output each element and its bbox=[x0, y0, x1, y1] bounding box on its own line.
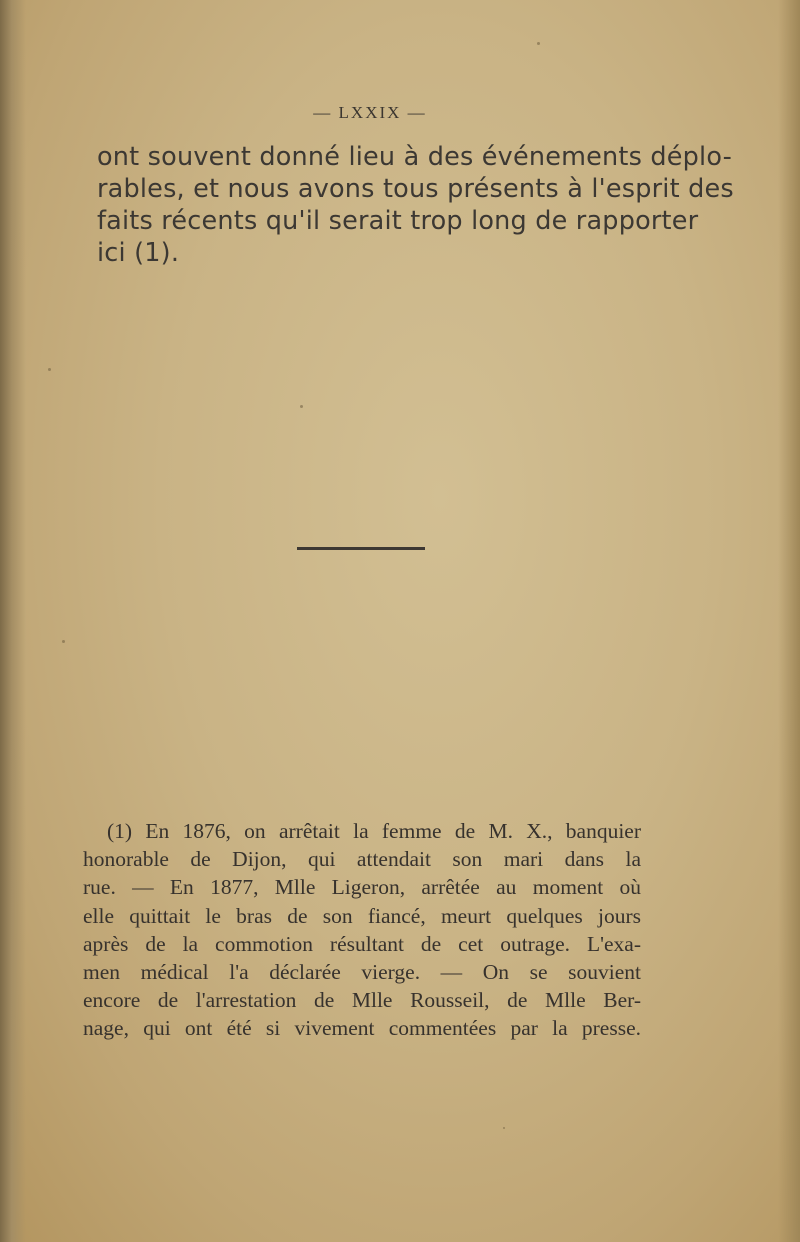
footnote-line: après de la commotion résultant de cet outrage. L'exa- bbox=[83, 931, 641, 956]
page-left-edge-shadow bbox=[0, 0, 26, 1242]
body-paragraph bbox=[97, 141, 734, 269]
body-line: ont souvent donné lieu à des événements déplo- bbox=[97, 142, 733, 172]
paper-speck bbox=[537, 42, 540, 45]
body-line: rables, et nous avons tous présents à l'esprit des bbox=[97, 174, 734, 204]
page-right-edge-shadow bbox=[778, 0, 800, 1242]
footnote-line: rue. — En 1877, Mlle Ligeron, arrêtée au moment où bbox=[83, 875, 641, 900]
paper-speck bbox=[300, 405, 303, 408]
footnote-line: men médical l'a déclarée vierge. — On se souvient bbox=[83, 960, 641, 985]
body-line: ici (1). bbox=[97, 238, 180, 268]
body-line: faits récents qu'il serait trop long de rapporter bbox=[97, 206, 699, 236]
footnote bbox=[83, 817, 641, 1043]
paper-speck bbox=[62, 640, 65, 643]
footnote-separator-rule bbox=[297, 547, 425, 550]
paper-speck bbox=[48, 368, 51, 371]
footnote-line: nage, qui ont été si vivement commentées par la presse. bbox=[83, 1016, 641, 1041]
page-number-header: — LXXIX — bbox=[313, 103, 427, 122]
footnote-line: elle quittait le bras de son fiancé, meurt quelques jours bbox=[83, 903, 641, 928]
footnote-line: (1) En 1876, on arrêtait la femme de M. X., banquier bbox=[107, 819, 641, 843]
footnote-line: encore de l'arrestation de Mlle Rousseil, de Mlle Ber- bbox=[83, 988, 641, 1013]
footnote-line: honorable de Dijon, qui attendait son mari dans la bbox=[83, 847, 641, 872]
paper-speck bbox=[503, 1127, 505, 1129]
